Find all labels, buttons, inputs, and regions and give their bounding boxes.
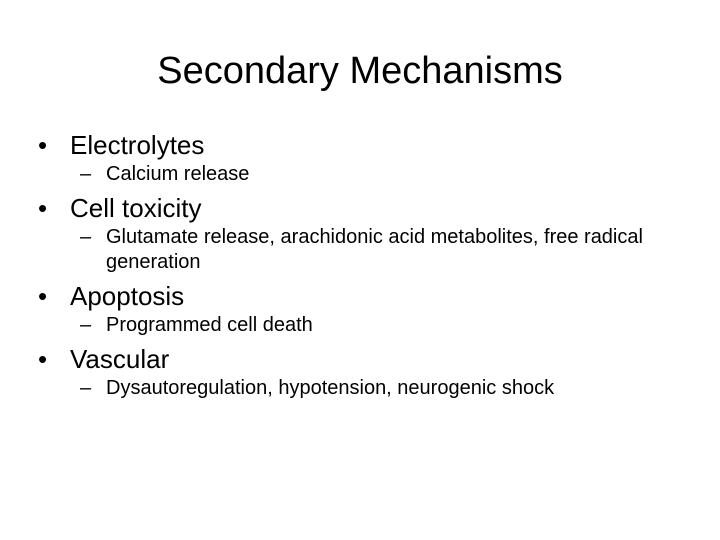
bullet-dot: • — [38, 193, 48, 223]
bullet-item-vascular — [36, 342, 676, 401]
dash-marker: – — [80, 314, 92, 336]
dash-marker: – — [80, 377, 92, 399]
sub-list — [70, 313, 676, 338]
bullet-label: Apoptosis — [70, 281, 185, 311]
dash-marker: – — [80, 163, 92, 185]
bullet-label: Electrolytes — [70, 130, 205, 160]
bullet-item-cell-toxicity — [36, 191, 676, 275]
bullet-label: Cell toxicity — [70, 193, 202, 223]
bullet-list — [36, 128, 676, 405]
sub-item-text: Programmed cell death — [106, 314, 313, 336]
slide-title: Secondary Mechanisms — [157, 50, 563, 92]
dash-marker: – — [80, 226, 92, 248]
sub-item — [76, 376, 666, 401]
sub-item-text: Calcium release — [106, 163, 250, 185]
sub-item — [76, 225, 666, 275]
sub-list — [70, 225, 676, 275]
sub-list — [70, 162, 676, 187]
bullet-dot: • — [38, 130, 48, 160]
bullet-dot: • — [38, 281, 48, 311]
bullet-item-apoptosis — [36, 279, 676, 338]
bullet-label: Vascular — [70, 344, 170, 374]
sub-item-text: Glutamate release, arachidonic acid metabolites, free radical generation — [106, 226, 643, 273]
sub-item — [76, 313, 666, 338]
sub-item — [76, 162, 666, 187]
bullet-item-electrolytes — [36, 128, 676, 187]
bullet-dot: • — [38, 344, 48, 374]
sub-list — [70, 376, 676, 401]
sub-item-text: Dysautoregulation, hypotension, neurogenic shock — [106, 377, 555, 399]
